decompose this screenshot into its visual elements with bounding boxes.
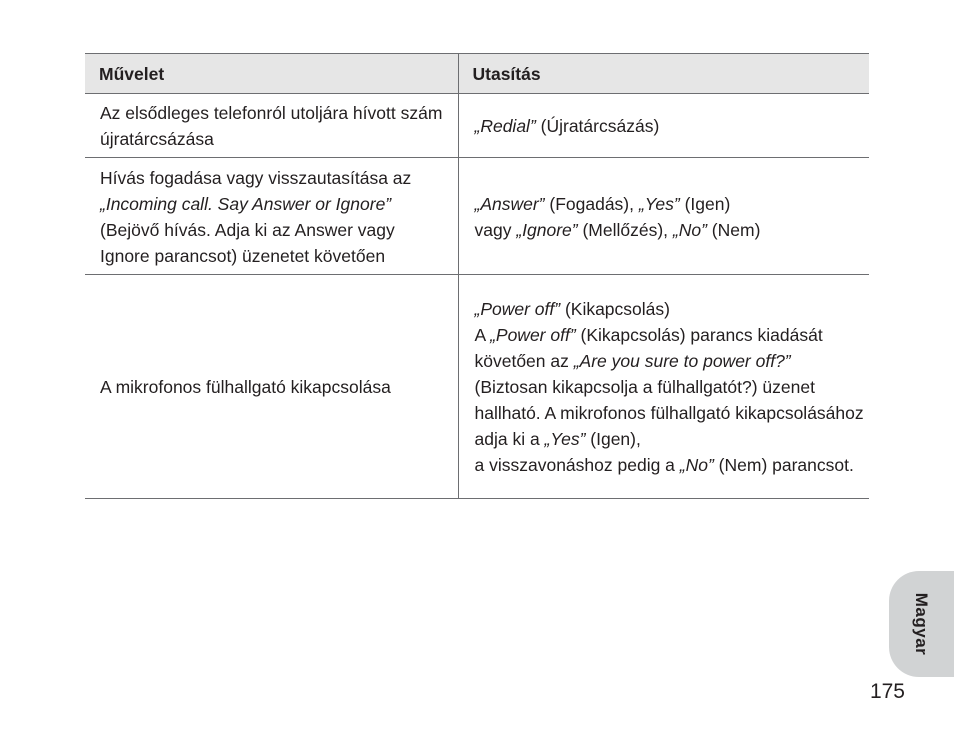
command-quote: „Yes” [638, 193, 680, 214]
command-quote: „Power off” [490, 324, 576, 345]
command-text: (Mellőzés), [577, 219, 673, 240]
action-cell: Az elsődleges telefonról utoljára hívott szám újratárcsázása [85, 94, 458, 158]
command-text: (Nem) [706, 219, 761, 240]
command-table [85, 53, 869, 499]
command-text: (Igen), [585, 428, 641, 449]
command-text: (Fogadás), [544, 193, 639, 214]
command-quote: „Yes” [544, 428, 586, 449]
column-header-command: Utasítás [458, 54, 869, 94]
command-quote: „No” [679, 454, 714, 475]
command-cell [458, 275, 869, 499]
language-tab-label: Magyar [912, 592, 931, 656]
command-text: (Kikapcsolás) [560, 298, 670, 319]
page-number: 175 [869, 680, 905, 703]
table-row [85, 275, 869, 499]
command-quote: „Answer” [474, 193, 545, 214]
command-text: (Igen) [679, 193, 731, 214]
command-quote: „Power off” [474, 298, 561, 319]
command-text: a visszavonáshoz pedig a [474, 454, 680, 475]
table-row [85, 94, 869, 158]
command-text: (Nem) parancsot. [713, 454, 854, 475]
command-quote: „Redial” [474, 116, 536, 136]
command-text: (Kikapcsolás) parancs kiadását követően az [474, 324, 823, 371]
command-quote: „Are you sure to power off?” [573, 350, 791, 371]
action-text: Hívás fogadása vagy visszautasítása az [100, 167, 412, 188]
command-text: vagy [474, 219, 517, 240]
command-quote: „No” [672, 219, 707, 240]
table-row [85, 158, 869, 275]
action-text: (Bejövő hívás. Adja ki az Answer vagy Ignore parancsot) üzenetet követően [100, 219, 395, 266]
command-cell [458, 94, 869, 158]
command-text: A [474, 324, 491, 345]
command-quote: „Ignore” [516, 219, 578, 240]
command-text: (Biztosan kikapcsolja a fülhallgatót?) üzenet hallható. A mikrofonos fülhallgató kikapcsolásához adja ki a [474, 376, 864, 449]
column-header-action: Művelet [85, 54, 458, 94]
table-header-row [85, 54, 869, 94]
action-cell [85, 158, 458, 275]
action-cell: A mikrofonos fülhallgató kikapcsolása [85, 275, 458, 499]
command-text: (Újratárcsázás) [535, 116, 660, 136]
action-quote: „Incoming call. Say Answer or Ignore” [100, 193, 392, 214]
command-cell [458, 158, 869, 275]
